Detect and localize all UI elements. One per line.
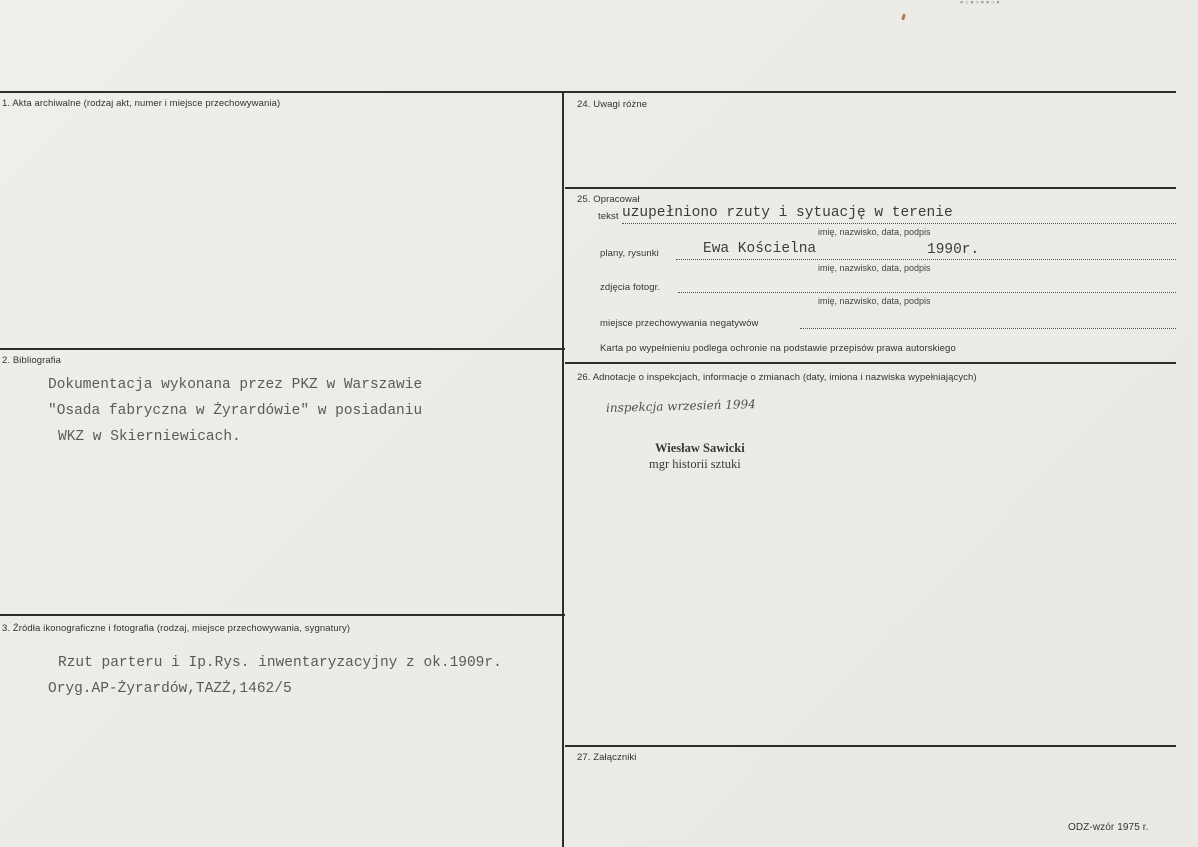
rule-24-25: [565, 187, 1176, 189]
copyright-note: Karta po wypełnieniu podlega ochronie na podstawie przepisów prawa autorskiego: [600, 343, 956, 354]
bibliography-line-3: WKZ w Skierniewicach.: [58, 429, 241, 445]
tekst-caption: imię, nazwisko, data, podpis: [818, 227, 931, 237]
section-24-label: 24. Uwagi różne: [577, 99, 648, 110]
plany-caption: imię, nazwisko, data, podpis: [818, 263, 931, 273]
section-1-label: 1. Akta archiwalne (rodzaj akt, numer i miejsce przechowywania): [2, 98, 281, 109]
negatywy-dotted-line: [800, 328, 1176, 329]
tekst-label: tekst: [598, 211, 619, 222]
bibliography-line-1: Dokumentacja wykonana przez PKZ w Warszawie: [48, 377, 423, 393]
plany-name: Ewa Kościelna: [703, 241, 817, 257]
rule-25-26: [565, 362, 1176, 364]
zdjecia-dotted-line: [678, 292, 1176, 293]
rule-top: [0, 91, 1176, 93]
iconography-line-1: Rzut parteru i Ip.Rys. inwentaryzacyjny z ok.1909r.: [58, 655, 502, 671]
rule-2-3: [0, 614, 565, 616]
plany-date: 1990r.: [927, 242, 980, 258]
tekst-dotted-line: [622, 223, 1176, 224]
rule-26-27: [565, 745, 1176, 747]
section-2-label: 2. Bibliografia: [2, 355, 62, 366]
zdjecia-label: zdjęcia fotogr.: [600, 282, 661, 293]
stamp-title: mgr historii sztuki: [649, 457, 741, 471]
stamp-name: Wiesław Sawicki: [655, 441, 745, 455]
bibliography-line-2: "Osada fabryczna w Żyrardówie" w posiadaniu: [48, 403, 423, 419]
zdjecia-caption: imię, nazwisko, data, podpis: [818, 296, 931, 306]
rule-center-vertical: [562, 91, 564, 847]
section-25-label: 25. Opracował: [577, 194, 640, 205]
negatywy-label: miejsce przechowywania negatywów: [600, 318, 759, 329]
tekst-value: uzupełniono rzuty i sytuację w terenie: [622, 205, 953, 221]
rule-1-2: [0, 348, 565, 350]
form-code: ODZ-wzór 1975 r.: [1068, 822, 1149, 833]
top-edge-text: ▪▫▪▫▪▪▫▪: [960, 0, 1002, 7]
section-27-label: 27. Załączniki: [577, 752, 637, 763]
ink-mark: [901, 14, 906, 21]
iconography-line-2: Oryg.AP-Żyrardów,TAZŻ,1462/5: [48, 681, 292, 697]
plany-label: plany, rysunki: [600, 248, 659, 259]
handwritten-inspection-note: inspekcja wrzesień 1994: [605, 397, 756, 415]
plany-dotted-line: [676, 259, 1176, 260]
section-3-label: 3. Źródła ikonograficzne i fotografia (rodzaj, miejsce przechowywania, sygnatury): [2, 623, 351, 634]
section-26-label: 26. Adnotacje o inspekcjach, informacje o zmianach (daty, imiona i nazwiska wypełniających): [577, 372, 977, 383]
